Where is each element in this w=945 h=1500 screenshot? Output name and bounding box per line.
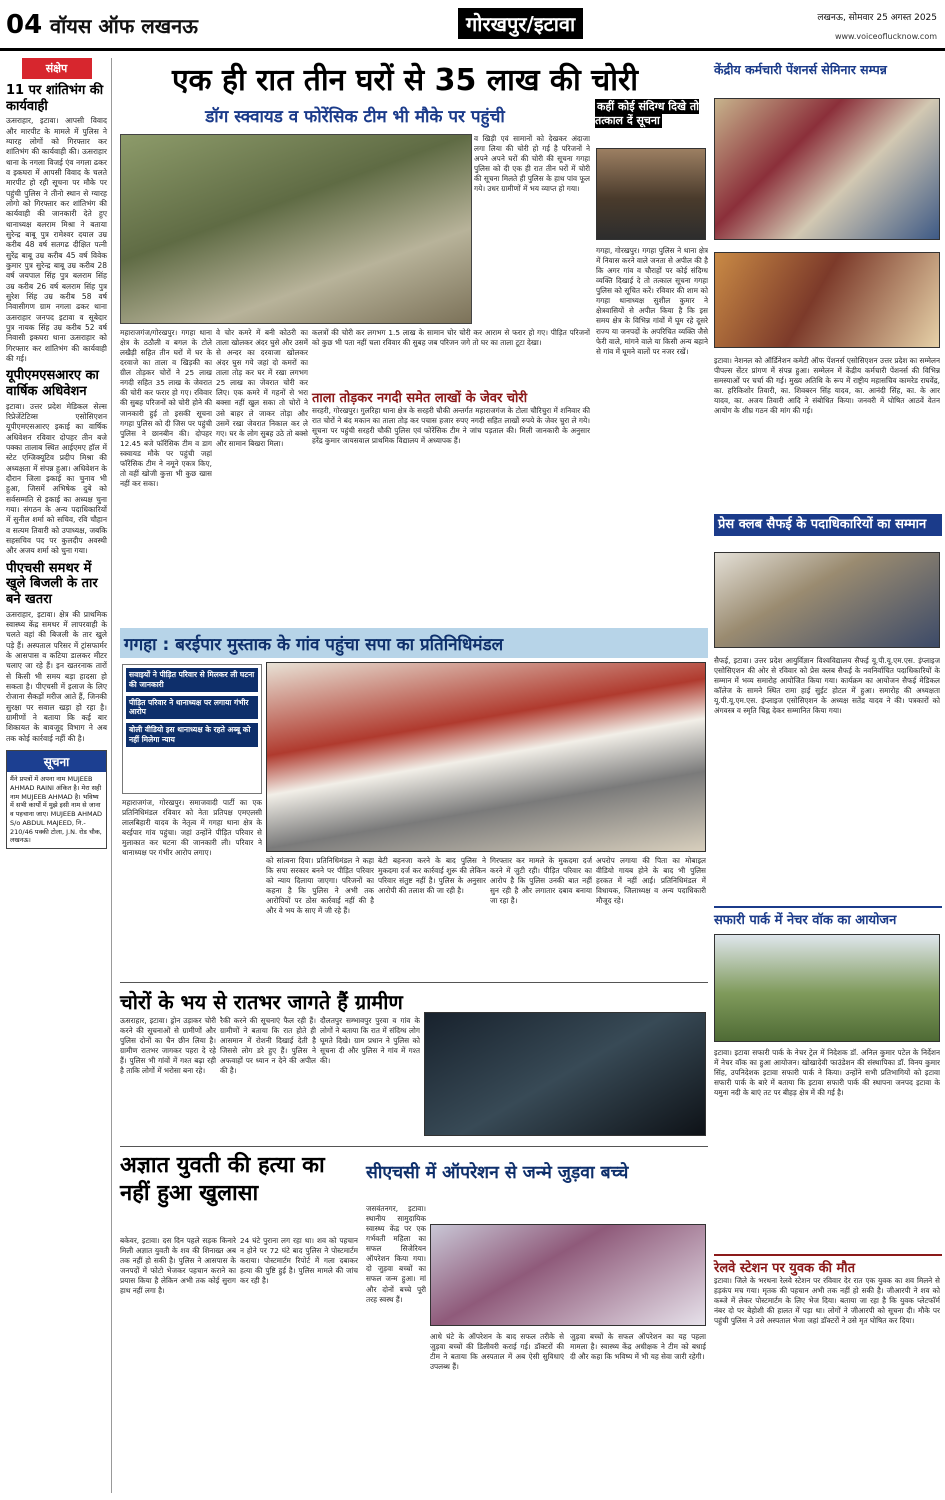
brief-headline-3: पीएचसी समथर में खुले बिजली के तार बने खतरा: [6, 560, 98, 607]
sub-story-body: सरहरी, गोरखपुर। गुलरिहा थाना क्षेत्र के सरहरी चौकी अन्तर्गत महाराजगंज के टोला चौरिचुरा में शनिवार की रात चोरों ने बंद मकान का ताला तोड़ कर पचास हजार रुपए नगदी सहित लाखों रुपये के जेवर चुरा ले गये। सूचना पर पहुंची सरहरी चौकी पुलिस एवं फोरेंसिक टीम ने जांच पड़ताल की। मिली जानकारी के अनुसार हरेंद्र कुमार जायसवाल प्राथमिक विद्यालय में अध्यापक हैं।: [312, 406, 590, 446]
delegation-photo: [266, 662, 706, 852]
press-club-headline: प्रेस क्लब सैफई के पदाधिकारियों का सम्मान: [714, 514, 942, 536]
main-col-3: कलत्रों की चोरी कर लगभग 1.5 लाख के सामान चोर चोरी कर आराम से फरार हो गए। पीड़ित परिजनों को कुछ भी पता नहीं चला रविवार की सुबह जब परिजन जगे तो घर का ताला टूटा देखा।: [312, 328, 590, 348]
safari-group-photo: [714, 934, 940, 1042]
pensioners-headline: केंद्रीय कर्मचारी पेंशनर्स सेमिनार सम्पन्न: [714, 62, 887, 77]
website: www.voiceoflucknow.com: [834, 32, 937, 41]
divider: [120, 982, 708, 983]
notice-body: मैंने प्रपत्रों में अपना नाम MUJEEB AHMAD RAINI अंकित है। मेरा सही नाम MUJEEB AHMAD है। भविष्य में सभी कार्यों में मुझे इसी नाम से जाना व पहचाना जाए। MUJEEB AHMAD S/o ABDUL MAJEED, नि.- 210/46 पक्की टोला, J.N. रोड चौक, लखनऊ।: [10, 775, 103, 845]
seminar-photo: [714, 98, 940, 240]
sub-story-headline: ताला तोड़कर नगदी समेत लाखों के जेवर चोरी: [312, 386, 590, 408]
crime-scene-photo: [120, 134, 472, 324]
brief-tag: संक्षेप: [22, 58, 92, 79]
main-subheadline: डॉग स्क्वायड व फोरेंसिक टीम भी मौके पर पहुंची: [205, 107, 505, 127]
left-column: [6, 58, 112, 1493]
section-title: गोरखपुर/इटावा: [458, 8, 583, 39]
press-club-photo: [714, 552, 940, 648]
seminar-felicitation-photo: [714, 252, 940, 348]
brief-headline-1: 11 पर शांतिभंग की कार्यवाही: [6, 83, 104, 114]
delegation-col-1: महाराजगंज, गोरखपुर। समाजवादी पार्टी का एक प्रतिनिधिमंडल रविवार को नेता प्रतिपक्ष एमएलसी लालबिहारी यादव के नेतृत्व में गगहा थाना क्षेत्र के बरईपार गांव पहुंचा। जहां उन्होंने पीड़ित परिवार से मुलाकात कर घटना की जानकारी ली। परिवार ने थानाध्यक्ष पर गंभीर आरोप लगाए।: [122, 798, 262, 858]
brief-headline-2: यूपीएमएसआरए का वार्षिक अधिवेशन: [6, 368, 99, 400]
main-headline: एक ही रात तीन घरों से 35 लाख की चोरी: [171, 63, 639, 98]
hospital-photo: [430, 1224, 706, 1326]
paper-name: वॉयस ऑफ लखनऊ: [50, 14, 198, 38]
masthead: [0, 0, 945, 52]
main-col-1: महाराजगंज/गोरखपुर। गगहा थाना क्षेत्र के ठठौली व बगल के टोले लखैड़ी सहित तीन घरों में घर के दरवाजे का ताला व खिड़की का ग्रील तोड़कर चोरों ने 25 लाख नगदी सहित 35 लाख के जेवरात की चोरी कर फरार हो गए। रविवार की सुबह परिजनों को चोरी होने की जानकारी हुई तो इसकी सूचना गगहा पुलिस को दी जिस पर पहुंची पुलिस ने छानबीन की। दोपहर 12.45 बजे फॉरेंसिक टीम व डाग स्क्वायड मौके पर पहुंची जहां फॉरेंसिक टीम ने नमूने एकत्र किए, तो वहीं खोजी कुत्ता भी कुछ खास नहीं कर सका।: [120, 328, 212, 488]
delegation-col-3: बेटी बहनजा करने के बाद पुलिस ने मुकदमा दर्ज कर कार्रवाई शुरू की लेकिन परिवार संतुष्ट नहीं है। पुलिस के अनुसार आरोपी की तलाश की जा रही है।: [378, 856, 486, 896]
brief-body-1: ऊसराहार, इटावा। आपसी विवाद और मारपीट के मामले में पुलिस ने ग्यारह लोगों को गिरफ्तार कर शांतिभंग की कार्यवाही की। ऊसराहार थाना के नगला विजई एंव नगला ढकर व इकघरा में आपसी विवाद के चलते मारपीट हो रही सूचना पर मौके पर पहुंची पुलिस ने तीनो स्थान से ग्यारह लोगो को गिरफ्तार कर शांतिभंग की कार्यवाही की जानकारी देते हुए थानाध्यक्ष बलराम मिश्रा ने बताया सुरेन्द्र बाबू पुत्र रामेश्वर दयाल उम्र करीब 48 वर्ष सतगढ दीक्षित पत्नी सुरेंद्र बाबू उम्र करीब 45 वर्ष विवेक कुमार पुत्र सुरेन्द्र बाबू उम्र करीब 28 वर्ष जयपाल सिंह पुत्र बलराम सिंह उम्र करीब 26 वर्ष बलराम सिंह पुत्र सुरेश सिंह उम्र करीब 58 वर्ष निवासीगण ग्राम नगला ढकर थाना ऊसराहार जनपद इटावा व सूबेदार पुत्र नायक सिंह उम्र करीब 52 वर्ष निवासी इकघरा थाना ऊसराहार को गिरफ्तार कर शांतिभंग की कार्यवाही की गई।: [6, 116, 107, 364]
alert-body: गगहा, गोरखपुर। गगहा पुलिस ने थाना क्षेत्र में निवास करने वाले जनता से अपील की है कि अगर गांव व चौराहों पर कोई संदिग्ध व्यक्ति दिखाई दे तो तत्काल सूचना गगहा पुलिस को सूचित करें। रविवार की शाम को गगहा थानाध्यक्ष सुशील कुमार ने क्षेत्रवासियों से अपील किया है कि इस समय क्षेत्र के विभिन्न गांवों में घूम रहे दूसरे राज्य या जनपदों के अपरिचित व्यक्ति जैसे फेरी वाले, मांगने वाले या किसी अन्य बहाने से गांव में घूमने वालों पर नजर रखें।: [596, 246, 708, 356]
dateline: लखनऊ, सोमवार 25 अगस्त 2025: [817, 13, 937, 23]
notice-title: सूचना: [7, 751, 106, 772]
alert-text: कहीं कोई संदिग्ध दिखे तो तत्काल दें सूचना: [595, 100, 699, 128]
brief-body-2: इटावा। उत्तर प्रदेश मेडिकल सेल्स रिप्रेजेंटेटिव्स एसोसिएशन यूपीएमएसआरए इकाई का वार्षिक अधिवेशन रविवार दोपहर तीन बजे पक्का तालाब स्थित आईएमए हॉल में स्टेट एग्जिक्यूटिव प्रदीप मिश्रा की अध्यक्षता में संपन्न हुआ। अधिवेशन के दौरान जिला इकाई का चुनाव भी हुआ, जिसमें अभिषेक दुबे को सर्वसम्मति से इकाई का अध्यक्ष चुना गया। संगठन के अन्य पदाधिकारियों में सुनील शर्मा को सचिव, रवि चौहान व सत्यम तिवारी को उपाध्यक्ष, जबकि सहसचिव पद पर कुलदीप अवस्थी और अजय शर्मा को चुना गया।: [6, 401, 107, 556]
villagers-col-1: ऊसराहार, इटावा। ड्रोन उड़ाकर चोरी करने की सूचनाओं से ग्रामीणों और पुलिस दोनों का चैन छीन लिया है। ग्रामीण रातभर जागकर पहरा दे रहे हैं। पुलिस भी गांवों में गश्त बढ़ा रही है ताकि लोगों में भरोसा बना रहे।: [120, 1016, 216, 1076]
highlight-item: पीड़ित परिवार ने थानाध्यक्ष पर लगाया गंभीर आरोप: [126, 696, 258, 720]
brief-body-3: ऊसराहार, इटावा। क्षेत्र की प्राथमिक स्वास्थ्य केंद्र समथर में लापरवाही के चलते वहां की बिजली के तार खुले पड़े हैं। अस्पताल परिसर में ट्रांसफार्मर के आसपास व कटिया डालकर मीटर चलाए जा रहे हैं। इन खतरनाक तारों से किसी भी समय बड़ा हादसा हो सकता है। पीएचसी में इलाज के लिए रोजाना सैकड़ों मरीज आते हैं, जिनकी सुरक्षा पर सवाल खड़ा हो रहा है। ग्रामीणों ने बताया कि कई बार शिकायत के बावजूद विभाग ने अब तक कोई कार्रवाई नहीं की है।: [6, 609, 107, 743]
twins-col-3: जुड़वा बच्चों के सफल ऑपरेशन का यह पहला मामला है। स्वास्थ्य केंद्र अधीक्षक ने टीम को बधाई दी और कहा कि भविष्य में भी यह सेवा जारी रहेगी।: [570, 1332, 706, 1362]
notice-box: [6, 750, 107, 849]
night-patrol-photo: [424, 1012, 706, 1136]
railway-body: इटावा। जिले के भरथना रेलवे स्टेशन पर रविवार देर रात एक युवक का शव मिलने से हड़कंप मच गया। मृतक की पहचान अभी तक नहीं हो सकी है। जीआरपी ने शव को कब्जे में लेकर पोस्टमार्टम के लिए भेज दिया। बताया जा रहा है कि युवक प्लेटफॉर्म नंबर दो पर बेहोशी की हालत में पड़ा था। लोगों ने जीआरपी को सूचना दी। मौके पर पहुंची पुलिस ने उसे अस्पताल भेजा जहां डॉक्टरों ने उसे मृत घोषित कर दिया।: [714, 1276, 940, 1326]
twins-col-2: आधे घंटे के ऑपरेशन के बाद सफल तरीके से जुड़वा बच्चों की डिलीवरी कराई गई। डॉक्टरों की टीम ने बताया कि अस्पताल में अब ऐसी सुविधाएं उपलब्ध हैं।: [430, 1332, 564, 1372]
safari-headline: सफारी पार्क में नेचर वॉक का आयोजन: [714, 906, 942, 928]
twins-headline: सीएचसी में ऑपरेशन से जन्मे जुड़वा बच्चे: [366, 1163, 629, 1183]
delegation-headline: गगहा : बरईपार मुस्ताक के गांव पहुंचा सपा का प्रतिनिधिमंडल: [124, 635, 504, 655]
safari-body: इटावा। इटावा सफारी पार्क के नेचर ट्रेल में निदेशक डॉ. अनिल कुमार पटेल के निर्देशन में नेचर वॉक का हुआ आयोजन। खोखादेवी फाउंडेशन की संस्थापिका डॉ. विनय कुमार सिंह, उपनिदेशक इटावा सफारी पार्क ने किया। उन्होंने सभी प्रतिभागियों को इटावा सफारी पार्क के बारे में बताया कि इटावा सफारी पार्क की स्थापना जनपद इटावा के यमुना नदी के बाएं तट पर बीहड़ क्षेत्र में की गई है।: [714, 1048, 940, 1098]
railway-headline: रेलवे स्टेशन पर युवक की मौत: [714, 1254, 942, 1276]
delegation-col-2: को सांत्वना दिया। प्रतिनिधिमंडल ने कहा कि सपा सरकार बनने पर पीड़ित परिवार को न्याय दिलाया जाएगा। परिजनों का कहना है कि पुलिस ने अभी तक आरोपियों पर ठोस कार्रवाई नहीं की है और वे भय के साए में जी रहे हैं।: [266, 856, 374, 916]
murder-col-1: बकेवर, इटावा। दस दिन पहले सड़क किनारे मिली अज्ञात युवती के शव की शिनाख्त अब तक नहीं हो सकी है। पुलिस ने आसपास के जनपदों में फोटो भेजकर पहचान कराने का प्रयास किया है लेकिन अभी तक कोई सुराग हाथ नहीं लगा है।: [120, 1236, 236, 1296]
alert-headline: [595, 100, 707, 129]
delegation-highlights: [122, 664, 262, 794]
masthead-rule: [0, 48, 945, 51]
murder-headline: अज्ञात युवती की हत्या का नहीं हुआ खुलासा: [120, 1153, 325, 1207]
villagers-headline: चोरों के भय से रातभर जागते हैं ग्रामीण: [120, 990, 403, 1014]
villagers-col-3: दौलतपुर सम्भावपुर पुरवा व गांव के लोगों ने बताया कि रात में संदिग्ध लोग घूमते दिखे। ग्राम प्रधान ने पुलिस को सूचना दी और पुलिस ने गांव में गश्त की।: [320, 1016, 420, 1066]
main-col-5: व खिड़ी एवं सामानों को देखकर अंदाजा लगा लिया की चोरी हो गई है परिजनों ने अपने अपने घरों की चोरी की सूचना गगहा पुलिस को दी एक ही रात तीन घरों में चोरी की सूचना मिलते ही पुलिस के हाथ पांव फूल गये। उधर ग्रामीणों में भय व्याप्त हो गया।: [474, 134, 590, 194]
page-number: 04: [6, 10, 43, 40]
highlight-item: सवाइयों ने पीड़ित परिवार से मिलकर ली घटना की जानकारी: [126, 668, 258, 692]
pensioners-body: इटावा। नेशनल को ऑर्डिनेशन कमेटी ऑफ पेंशनर्स एसोसिएशन उत्तर प्रदेश का सम्मेलन पीपल्स सेंटर प्रांगण में संपन्न हुआ। सम्मेलन में केंद्रीय कर्मचारी पेंशनर्स की विभिन्न समस्याओं पर चर्चा की गई। मुख्य अतिथि के रूप में राष्ट्रीय महासचिव कामरेड राघवेंद्र, का. हरिकिशोर तिवारी, का. शिवबरन सिंह यादव, का. आनंदी सिंह, का. के आर यादव, का. अजय तिवारी आदि ने संबोधित किया। जनवरी में घोषित आठवें वेतन आयोग के शीघ्र गठन की मांग की गई।: [714, 356, 940, 416]
police-officer-photo: [596, 148, 706, 240]
delegation-col-5: अपरोप लगाया की पिता का मोबाइल वीडियो गायब होने के बाद भी पुलिस हरकत में नहीं आई। प्रतिनिधिमंडल में विधायक, जिलाध्यक्ष व अन्य पदाधिकारी मौजूद रहे।: [596, 856, 706, 906]
main-col-2: वे चोर कमरे में बनी कोठरी का ताला खोलकर अंदर घुसे और उसमें से अन्दर का दरवाजा खोलकर अंदर घुस गये जहां दो कमरों का ताला तोड़ कर घर में रखा लगभग 25 लाख का जेवरात चोरी कर लिए। एक कमरे में गहनों से भरा बक्सा नहीं खुल सका तो चोरों ने उसे बाहर ले जाकर तोड़ा और उसमें रखा जेवरात निकाल कर ले गए। घर के लोग सुबह उठे तो बक्से और सामान बिखरा मिला।: [216, 328, 308, 448]
divider: [120, 1146, 708, 1147]
highlight-item: बोली वीडियो इस थानाध्यक्ष के रहते अब्बू को नहीं मिलेगा न्याय: [126, 723, 258, 747]
press-club-body: सैफई, इटावा। उत्तर प्रदेश आयुर्विज्ञान विश्वविद्यालय सैफई यू.पी.यू.एम.एस. इंप्लाइज एसोसिएशन की ओर से रविवार को प्रेस क्लब सैफई के नवनिर्वाचित पदाधिकारियों के सम्मान में भव्य समारोह आयोजित किया गया। कार्यक्रम का आयोजन सैफई मेडिकल कॉलेज के सामने स्थित रामा हाई सुईट होटल में हुआ। समारोह की अध्यक्षता यू.पी.यू.एम.एस. इंप्लाइज एसोसिएशन के अध्यक्ष सतेंद्र यादव ने की। पत्रकारों को अंगवस्त्र व स्मृति चिह्न देकर सम्मानित किया गया।: [714, 656, 940, 716]
villagers-col-2: रैकी करने की सूचनाएं फैल रही हैं। ग्रामीणों ने बताया कि रात होते ही आसमान में रोशनी दिखाई देती है जिससे लोग डरे हुए हैं। पुलिस ने अफवाहों पर ध्यान न देने की अपील की है।: [220, 1016, 316, 1076]
delegation-col-4: गिरफ्तार कर मामले के मुकदमा दर्ज करने में जुटी रही। पीड़ित परिवार का आरोप है कि पुलिस उनकी बात नहीं सुन रही है और लगातार दबाव बनाया जा रहा है।: [490, 856, 592, 906]
twins-col-1: जसवंतनगर, इटावा। स्थानीय सामुदायिक स्वास्थ्य केंद्र पर एक गर्भवती महिला का सफल सिजेरियन ऑपरेशन किया गया। दो जुड़वा बच्चों का सफल जन्म हुआ। मां और दोनों बच्चे पूरी तरह स्वस्थ हैं।: [366, 1204, 426, 1304]
murder-col-2: 24 घंटे पुराना लग रहा था। शव को पहचान न होने पर 72 घंटे बाद पुलिस ने पोस्टमार्टम कराया। पोस्टमार्टम रिपोर्ट में गला दबाकर हत्या की पुष्टि हुई है। पुलिस मामले की जांच कर रही है।: [240, 1236, 358, 1286]
